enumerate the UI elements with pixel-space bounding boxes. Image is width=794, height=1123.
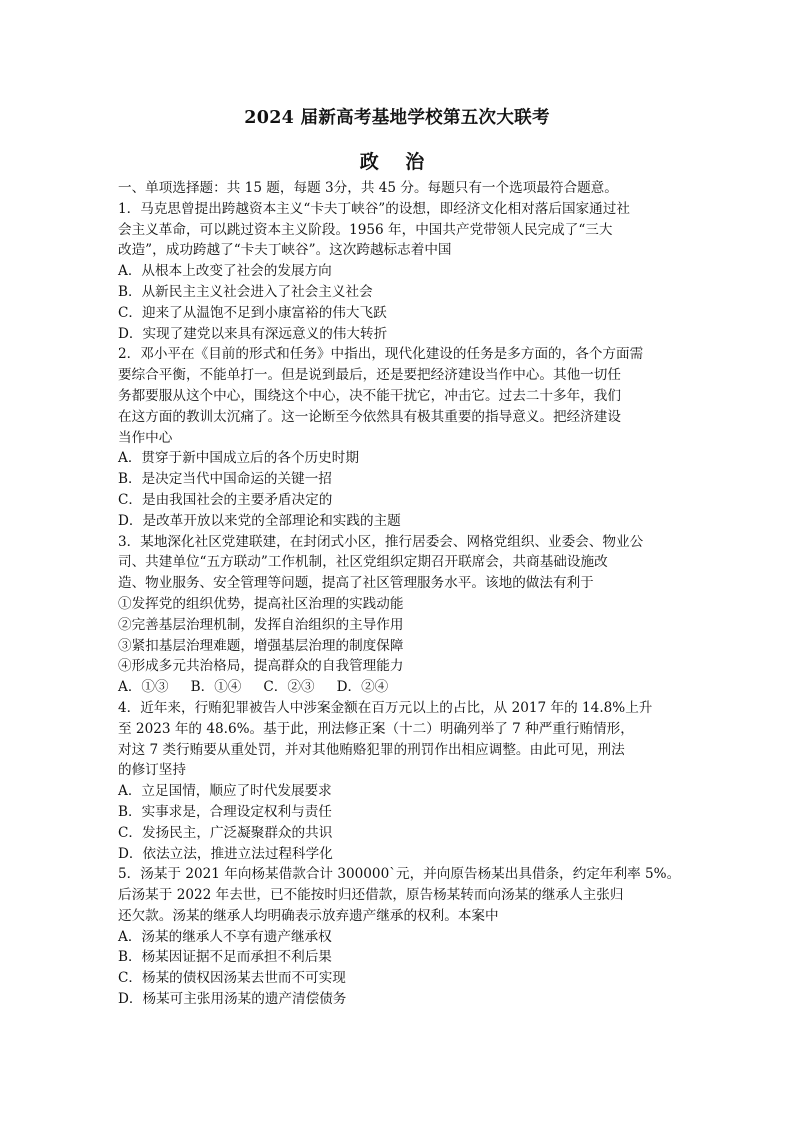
q2-option-d: D．是改革开放以来党的全部理论和实践的主题 (118, 512, 401, 529)
section-heading: 一、单项选择题：共 15 题，每题 3分，共 45 分。每题只有一个选项最符合题意。 (118, 180, 618, 196)
q5-option-b: B．杨某因证据不足而承担不利后果 (118, 949, 332, 966)
q4-option-c: C．发扬民主，广泛凝聚群众的共识 (118, 824, 333, 841)
q4-stem-line: 对这 7 类行贿要从重处罚，并对其他贿赂犯罪的刑罚作出相应调整。由此可见，刑法 (118, 741, 625, 758)
q4-stem-line: 至 2023 年的 48.6%。基于此，刑法修正案（十二）明确列举了 7 种严重行贿情形， (118, 720, 634, 737)
q3-choice-d: D．②④ (336, 679, 389, 696)
q2-stem-line: 当作中心 (118, 429, 173, 446)
q5-option-a: A．汤某的继承人不享有遗产继承权 (118, 928, 332, 945)
subject-title: 政 治 (359, 151, 435, 173)
q5-stem-line: 5．汤某于 2021 年向杨某借款合计 300000`元，并向原告杨某出具借条，约定年利率 5%。 (118, 866, 681, 883)
q2-stem-line: 2．邓小平在《目前的形式和任务》中指出，现代化建设的任务是多方面的，各个方面需 (118, 346, 644, 363)
q2-stem-line: 要综合平衡，不能单打一。但是说到最后，还是要把经济建设当作中心。其他一切任 (118, 367, 621, 384)
q1-stem-line: 会主义革命，可以跳过资本主义阶段。1956 年，中国共产党带领人民完成了“三大 (118, 221, 613, 238)
q3-item-2: ②完善基层治理机制，发挥自治组织的主导作用 (118, 616, 404, 633)
q3-choices (118, 677, 678, 698)
q1-option-c: C．迎来了从温饱不足到小康富裕的伟大飞跃 (118, 304, 387, 321)
q4-option-d: D．依法立法，推进立法过程科学化 (118, 845, 333, 862)
question-body (118, 178, 681, 1010)
q3-item-3: ③紧扣基层治理难题，增强基层治理的制度保障 (118, 637, 404, 654)
q1-option-a: A．从根本上改变了社会的发展方向 (118, 263, 332, 280)
q1-option-d: D．实现了建党以来具有深远意义的伟大转折 (118, 325, 388, 342)
q4-stem-line: 4．近年来，行贿犯罪被告人中涉案金额在百万元以上的占比，从 2017 年的 14.8%上升 (118, 699, 653, 716)
q3-item-4: ④形成多元共治格局，提高群众的自我管理能力 (118, 658, 404, 675)
q1-stem-line: 改造”，成功跨越了“卡夫丁峡谷”。这次跨越标志着中国 (118, 242, 452, 259)
q4-stem-line: 的修订坚持 (118, 762, 186, 779)
q5-option-c: C．杨某的债权因汤某去世而不可实现 (118, 970, 346, 987)
q3-item-1: ①发挥党的组织优势，提高社区治理的实践动能 (118, 595, 404, 612)
q3-stem-line: 造、物业服务、安全管理等问题，提高了社区管理服务水平。该地的做法有利于 (118, 575, 594, 592)
q2-stem-line: 在这方面的教训太沉痛了。这一论断至今依然具有极其重要的指导意义。把经济建设 (118, 408, 621, 425)
q1-option-b: B．从新民主主义社会进入了社会主义社会 (118, 283, 373, 300)
q1-stem-line: 1．马克思曾提出跨越资本主义“卡夫丁峡谷”的设想，即经济文化相对落后国家通过社 (118, 200, 630, 217)
q3-stem-line: 司、共建单位“五方联动”工作机制，社区党组织定期召开联席会，共商基础设施改 (118, 554, 608, 571)
q5-stem-line: 还欠款。汤某的继承人均明确表示放弃遗产继承的权利。本案中 (118, 907, 499, 924)
q2-option-b: B．是决定当代中国命运的关键一招 (118, 471, 332, 488)
q5-stem-line: 后汤某于 2022 年去世，已不能按时归还借款，原告杨某转而向汤某的继承人主张归 (118, 887, 624, 904)
q3-stem-line: 3．某地深化社区党建联建，在封闭式小区，推行居委会、网格党组织、业委会、物业公 (118, 533, 644, 550)
exam-title: 2024 届新高考基地学校第五次大联考 (244, 108, 550, 128)
q4-option-b: B．实事求是，合理设定权利与责任 (118, 803, 332, 820)
q2-stem-line: 务都要服从这个中心，围绕这个中心，决不能干扰它，冲击它。过去二十多年，我们 (118, 387, 621, 404)
q4-option-a: A．立足国情，顺应了时代发展要求 (118, 783, 332, 800)
q2-option-c: C．是由我国社会的主要矛盾决定的 (118, 491, 333, 508)
q5-option-d: D．杨某可主张用汤某的遗产清偿债务 (118, 991, 347, 1008)
q2-option-a: A．贯穿于新中国成立后的各个历史时期 (118, 450, 359, 467)
q3-choice-c: C．②③ (263, 679, 315, 696)
q3-choice-b: B．①④ (190, 679, 242, 696)
q3-choice-a: A．①③ (118, 679, 169, 696)
